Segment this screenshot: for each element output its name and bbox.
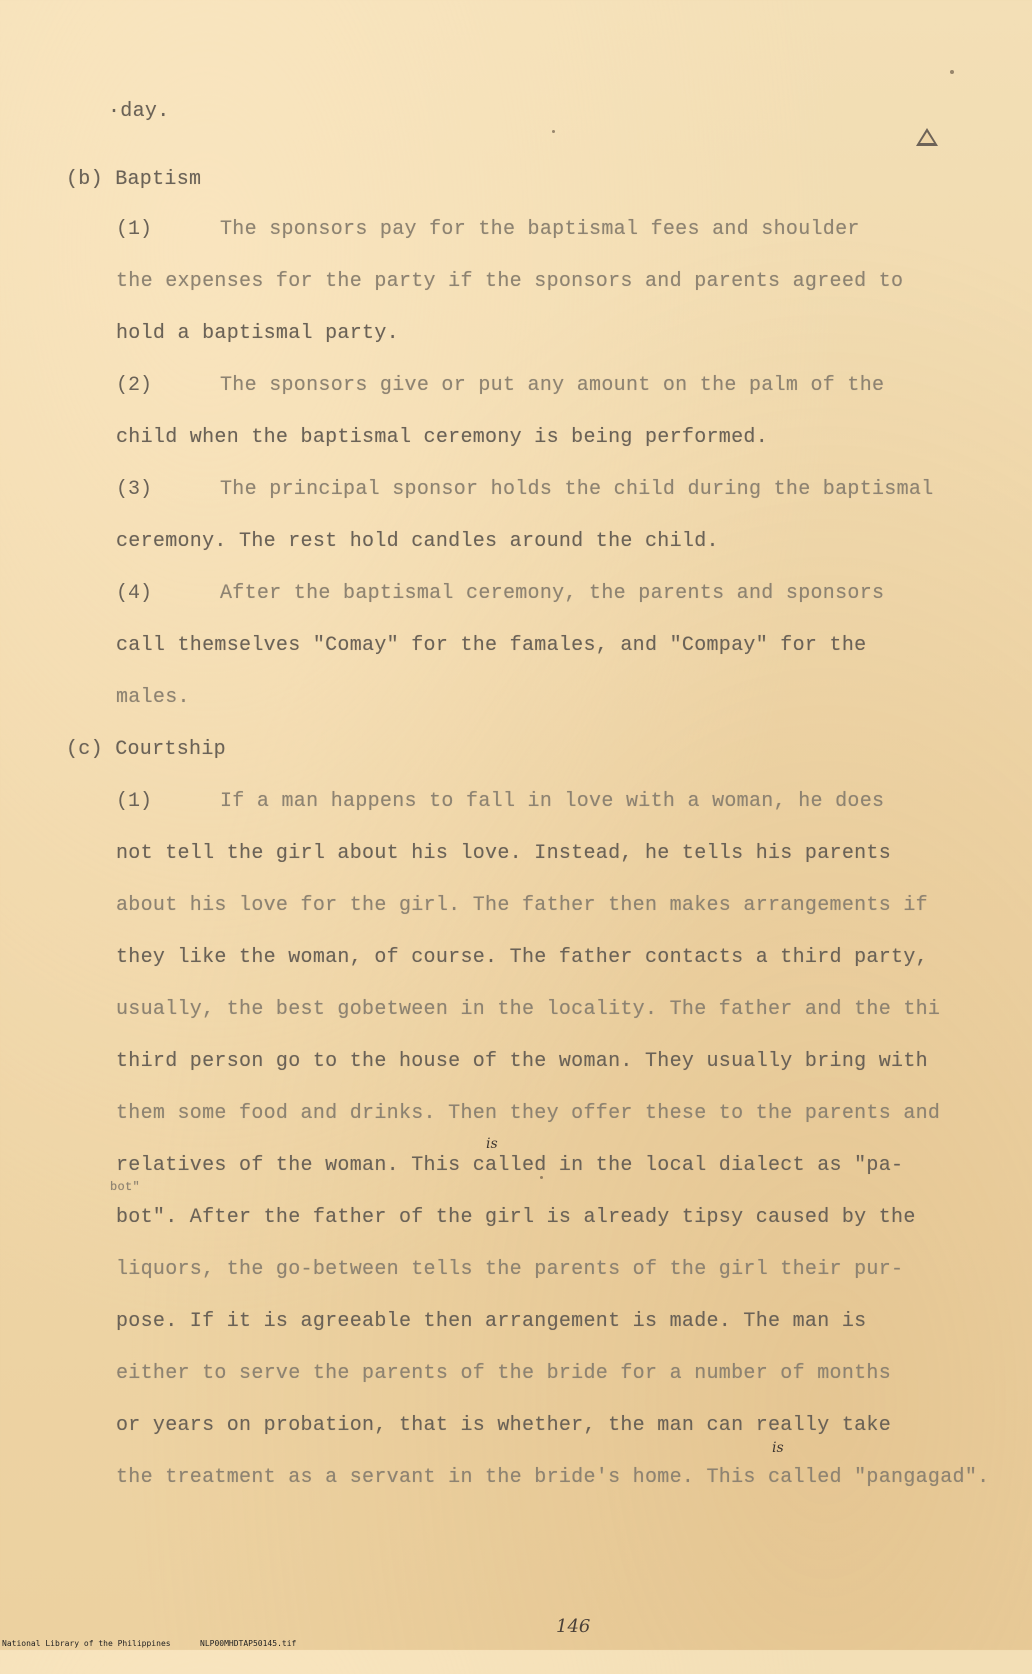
item-number: (4): [116, 582, 153, 605]
handwritten-insert-is: is: [486, 1136, 498, 1152]
text-line: not tell the girl about his love. Instead, he tells his parents: [116, 842, 892, 865]
ink-speck: [552, 130, 555, 133]
text-line: them some food and drinks. Then they offer these to the parents and: [116, 1102, 941, 1125]
footer-library: National Library of the Philippines: [2, 1639, 171, 1648]
text-line: about his love for the girl. The father then makes arrangements if: [116, 894, 928, 917]
text-line: the expenses for the party if the sponsors and parents agreed to: [116, 270, 904, 293]
text-line: third person go to the house of the woman. They usually bring with: [116, 1050, 928, 1073]
page-number: 146: [556, 1616, 591, 1637]
triangle-mark-icon: [916, 128, 938, 146]
text-line: call themselves "Comay" for the famales, and "Compay" for the: [116, 634, 867, 657]
text-line: pose. If it is agreeable then arrangement is made. The man is: [116, 1310, 867, 1333]
text-line: ceremony. The rest hold candles around the child.: [116, 530, 719, 553]
page-fragment: ·day.: [108, 100, 170, 123]
item-number: (3): [116, 478, 153, 501]
text-line: or years on probation, that is whether, the man can really take: [116, 1414, 892, 1437]
text-line: The sponsors give or put any amount on the palm of the: [220, 374, 885, 397]
text-line: liquors, the go-between tells the parents of the girl their pur-: [116, 1258, 904, 1281]
archive-footer: [0, 1638, 1032, 1650]
text-line: the treatment as a servant in the bride's home. This called "pangagad".: [116, 1466, 990, 1489]
text-line: After the baptismal ceremony, the parents and sponsors: [220, 582, 885, 605]
heading-baptism: (b) Baptism: [66, 168, 202, 191]
text-line: usually, the best gobetween in the locality. The father and the thi: [116, 998, 941, 1021]
ink-speck: [950, 70, 954, 74]
text-line: either to serve the parents of the bride for a number of months: [116, 1362, 892, 1385]
item-number: (2): [116, 374, 153, 397]
text-line: relatives of the woman. This called in the local dialect as "pa-: [116, 1154, 904, 1177]
text-line: child when the baptismal ceremony is being performed.: [116, 426, 769, 449]
item-number: (1): [116, 218, 153, 241]
item-number: (1): [116, 790, 153, 813]
text-line: hold a baptismal party.: [116, 322, 399, 345]
struck-note: bot": [110, 1180, 141, 1194]
text-line: bot". After the father of the girl is already tipsy caused by the: [116, 1206, 916, 1229]
footer-file: NLP00MHDTAP50145.tif: [200, 1639, 297, 1648]
heading-courtship: (c) Courtship: [66, 738, 226, 761]
handwritten-insert-is: is: [772, 1440, 784, 1456]
text-line: males.: [116, 686, 190, 709]
text-line: The sponsors pay for the baptismal fees and shoulder: [220, 218, 860, 241]
text-line: If a man happens to fall in love with a woman, he does: [220, 790, 885, 813]
text-line: The principal sponsor holds the child during the baptismal: [220, 478, 934, 501]
text-line: they like the woman, of course. The father contacts a third party,: [116, 946, 928, 969]
